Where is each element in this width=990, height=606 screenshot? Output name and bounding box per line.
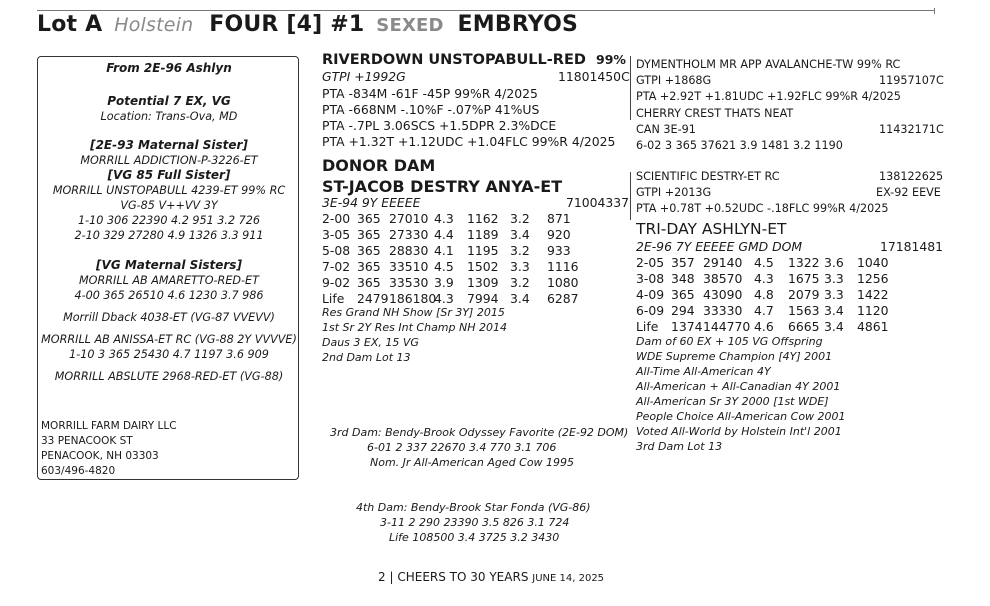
dam-record-cell: 3-05 (322, 227, 351, 242)
tri-record-cell: 4861 (857, 319, 889, 334)
tri-day-note: All-American Sr 3Y 2000 [1st WDE] (636, 395, 829, 408)
sire-pta-4: PTA +1.32T +1.12UDC +1.04FLC 99%R 4/2025 (322, 134, 616, 149)
dam-record-cell: 4.3 (434, 291, 454, 306)
full-sister-name: MORRILL UNSTOPABULL 4239-ET 99% RC (52, 184, 286, 197)
sister-2: Morrill Dback 4038-ET (VG-87 VVEVV) (63, 311, 275, 324)
dam-record-cell: 27330 (389, 227, 429, 242)
donor-dam-heading: DONOR DAM (322, 156, 436, 175)
mgs-pta: PTA +2.92T +1.81UDC +1.92FLC 99%R 4/2025 (636, 90, 901, 103)
vg-sisters-heading: [VG Maternal Sisters] (96, 258, 242, 272)
lot-title (37, 12, 578, 37)
tri-day-name: TRI-DAY ASHLYN-ET (636, 220, 787, 238)
tri-record-cell: 1675 (788, 271, 820, 286)
sister-4: MORRILL ABSLUTE 2968-RED-ET (VG-88) (54, 370, 284, 383)
dam-record-cell: 1195 (467, 243, 499, 258)
tri-record-cell: 38570 (703, 271, 743, 286)
fourth-dam-line-3: Life 108500 3.4 3725 3.2 3430 (389, 531, 560, 544)
tri-record-cell: 3.4 (824, 319, 844, 334)
ggs-pta: PTA +0.78T +0.52UDC -.18FLC 99%R 4/2025 (636, 202, 889, 215)
tri-day-note: Voted All-World by Holstein Int'l 2001 (636, 425, 842, 438)
sire-reg: 11801450C (558, 69, 630, 84)
dam-record-cell: 7994 (467, 291, 499, 306)
ggs-reg: 138122625 (879, 170, 944, 183)
dam-record-cell: 4.3 (434, 211, 454, 226)
dam-record-cell: 33510 (389, 259, 429, 274)
dam-record-cell: 33530 (389, 275, 429, 290)
dam-record-cell: 3.2 (510, 275, 530, 290)
mgs-gtpi: GTPI +1868G (636, 74, 712, 87)
maternal-sister-heading: [2E-93 Maternal Sister] (90, 138, 248, 152)
third-dam-line-3: Nom. Jr All-American Aged Cow 1995 (370, 456, 575, 469)
dam-reg: 71004337 (566, 195, 630, 210)
dam-record-cell: 3.3 (510, 259, 530, 274)
tri-record-cell: 43090 (703, 287, 743, 302)
dam-record-cell: 1189 (467, 227, 499, 242)
dam-note-3: Daus 3 EX, 15 VG (322, 336, 419, 349)
potential-line: Potential 7 EX, VG (107, 94, 231, 108)
granddam-record: 6-02 3 365 37621 3.9 1481 3.2 1190 (636, 139, 843, 152)
dam-score: 3E-94 9Y EEEEE (322, 195, 421, 210)
dam-record-cell: 920 (547, 227, 571, 242)
dam-record-cell: 28830 (389, 243, 429, 258)
full-sister-heading: [VG 85 Full Sister] (107, 168, 231, 182)
tri-record-cell: 29140 (703, 255, 743, 270)
location-line: Location: Trans-Ova, MD (100, 110, 238, 123)
tri-record-cell: 6-09 (636, 303, 665, 318)
tri-record-cell: 1256 (857, 271, 889, 286)
dam-record-cell: 3.2 (510, 211, 530, 226)
top-rule (37, 10, 935, 11)
tri-day-note: All-Time All-American 4Y (636, 365, 771, 378)
fourth-dam-line-2: 3-11 2 290 23390 3.5 826 3.1 724 (380, 516, 570, 529)
dam-record-cell: 1116 (547, 259, 579, 274)
granddam-score: CAN 3E-91 (636, 123, 696, 136)
granddam-name: CHERRY CREST THATS NEAT (636, 107, 794, 120)
tri-day-note: WDE Supreme Champion [4Y] 2001 (636, 350, 833, 363)
footer-separator: | (389, 570, 394, 584)
dam-record-cell: 365 (357, 275, 381, 290)
mgs-reg: 11957107C (879, 74, 944, 87)
tri-day-note: Dam of 60 EX + 105 VG Offspring (636, 335, 823, 348)
tri-record-cell: 3.3 (824, 271, 844, 286)
dam-record-cell: 186180 (389, 291, 437, 306)
tri-record-cell: 1374 (671, 319, 703, 334)
dam-record-cell: Life (322, 291, 345, 306)
third-dam-line-1: 3rd Dam: Bendy-Brook Odyssey Favorite (2E-92 DOM) (330, 426, 629, 439)
full-sister-record-1: 1-10 306 22390 4.2 951 3.2 726 (78, 214, 260, 227)
dam-record-cell: 4.5 (434, 259, 454, 274)
tri-record-cell: 348 (671, 271, 695, 286)
dam-record-cell: 9-02 (322, 275, 351, 290)
sister-3-record: 1-10 3 365 25430 4.7 1197 3.6 909 (69, 348, 269, 361)
ggs-name: SCIENTIFIC DESTRY-ET RC (636, 170, 780, 183)
tri-record-cell: 4.5 (754, 255, 774, 270)
ggs-gtpi: GTPI +2013G (636, 186, 712, 199)
tri-record-cell: 1322 (788, 255, 820, 270)
dam-record-cell: 5-08 (322, 243, 351, 258)
mgs-name: DYMENTHOLM MR APP AVALANCHE-TW 99% RC (636, 58, 901, 71)
fourth-dam-line-1: 4th Dam: Bendy-Brook Star Fonda (VG-86) (356, 501, 591, 514)
event-name: CHEERS TO 30 YEARS (397, 570, 529, 584)
tri-record-cell: 3.6 (824, 255, 844, 270)
tri-record-cell: 1040 (857, 255, 889, 270)
event-date: JUNE 14, 2025 (532, 573, 605, 584)
dam-note-2: 1st Sr 2Y Res Int Champ NH 2014 (322, 321, 507, 334)
dam-record-cell: 933 (547, 243, 571, 258)
dam-record-cell: 365 (357, 243, 381, 258)
tri-record-cell: 294 (671, 303, 695, 318)
tri-day-reg: 17181481 (880, 239, 944, 254)
sire-pta-3: PTA -.7PL 3.06SCS +1.5DPR 2.3%DCE (322, 118, 557, 133)
sire-rc-pct: 99% (596, 52, 626, 67)
dam-record-cell: 1309 (467, 275, 499, 290)
tri-record-cell: 1422 (857, 287, 889, 302)
page-footer (378, 570, 604, 584)
dam-record-cell: 1162 (467, 211, 499, 226)
tri-record-cell: 2079 (788, 287, 820, 302)
tri-day-score: 2E-96 7Y EEEEE GMD DOM (636, 239, 803, 254)
sister-3-name: MORRILL AB ANISSA-ET RC (VG-88 2Y VVVVE) (41, 333, 297, 346)
granddam-reg: 11432171C (879, 123, 944, 136)
third-dam-line-2: 6-01 2 337 22670 3.4 770 3.1 706 (367, 441, 557, 454)
dam-note-1: Res Grand NH Show [Sr 3Y] 2015 (322, 306, 505, 319)
tri-record-cell: 4.6 (754, 319, 774, 334)
dam-sire-bracket (630, 172, 631, 220)
tri-day-note: People Choice All-American Cow 2001 (636, 410, 846, 423)
tri-record-cell: 144770 (703, 319, 751, 334)
tri-record-cell: 3.3 (824, 287, 844, 302)
dam-record-cell: 365 (357, 227, 381, 242)
dam-record-cell: 3.4 (510, 227, 530, 242)
dam-name: ST-JACOB DESTRY ANYA-ET (322, 177, 563, 196)
tri-day-note: 3rd Dam Lot 13 (636, 440, 723, 453)
dam-record-cell: 871 (547, 211, 571, 226)
dam-record-cell: 7-02 (322, 259, 351, 274)
top-rule-end (934, 8, 935, 14)
sire-pta-2: PTA -668NM -.10%F -.07%P 41%US (322, 102, 540, 117)
tri-record-cell: 1120 (857, 303, 889, 318)
lot-label: Lot A (37, 12, 103, 37)
tri-record-cell: 4-09 (636, 287, 665, 302)
consignor-name: MORRILL FARM DAIRY LLC (41, 420, 177, 432)
dam-record-cell: 27010 (389, 211, 429, 226)
dam-record-cell: 1080 (547, 275, 579, 290)
sire-pta-1: PTA -834M -61F -45P 99%R 4/2025 (322, 86, 538, 101)
dam-record-cell: 365 (357, 259, 381, 274)
dam-record-cell: 3.2 (510, 243, 530, 258)
page-number: 2 (378, 570, 386, 584)
tri-record-cell: 1563 (788, 303, 820, 318)
sister-1-name: MORRILL AB AMARETTO-RED-ET (79, 274, 259, 287)
tri-record-cell: 357 (671, 255, 695, 270)
dam-record-cell: 4.4 (434, 227, 454, 242)
maternal-sister-name: MORRILL ADDICTION-P-3226-ET (80, 154, 258, 167)
dam-note-4: 2nd Dam Lot 13 (322, 351, 411, 364)
breed-label: Holstein (114, 14, 194, 36)
from-line: From 2E-96 Ashlyn (106, 61, 232, 75)
tri-record-cell: 4.8 (754, 287, 774, 302)
dam-record-cell: 2479 (357, 291, 389, 306)
ggs-score: EX-92 EEVE (876, 186, 941, 199)
dam-record-cell: 6287 (547, 291, 579, 306)
dam-record-cell: 365 (357, 211, 381, 226)
tri-record-cell: 4.3 (754, 271, 774, 286)
dam-record-cell: 1502 (467, 259, 499, 274)
embryo-count: FOUR [4] #1 (209, 12, 365, 37)
tri-record-cell: 33330 (703, 303, 743, 318)
sister-1-record: 4-00 365 26510 4.6 1230 3.7 986 (74, 289, 264, 302)
full-sister-score: VG-85 V++VV 3Y (120, 199, 218, 212)
full-sister-record-2: 2-10 329 27280 4.9 1326 3.3 911 (74, 229, 264, 242)
sire-name (322, 52, 626, 68)
embryos-label: EMBRYOS (457, 12, 579, 37)
tri-record-cell: Life (636, 319, 659, 334)
dam-record-cell: 3.9 (434, 275, 454, 290)
tri-record-cell: 3.4 (824, 303, 844, 318)
consignor-phone: 603/496-4820 (41, 465, 116, 477)
sire-gtpi: GTPI +1992G (322, 69, 406, 84)
tri-record-cell: 4.7 (754, 303, 774, 318)
tri-record-cell: 3-08 (636, 271, 665, 286)
tri-day-note: All-American + All-Canadian 4Y 2001 (636, 380, 841, 393)
sire-bracket (630, 56, 631, 120)
dam-record-cell: 4.1 (434, 243, 454, 258)
tri-record-cell: 365 (671, 287, 695, 302)
lot-info-box (37, 56, 299, 480)
sire-name-text: RIVERDOWN UNSTOPABULL-RED (322, 52, 586, 68)
tri-record-cell: 2-05 (636, 255, 665, 270)
dam-record-cell: 3.4 (510, 291, 530, 306)
consignor-city: PENACOOK, NH 03303 (41, 450, 159, 462)
consignor-street: 33 PENACOOK ST (41, 435, 133, 447)
sexed-label: SEXED (376, 15, 444, 36)
dam-record-cell: 2-00 (322, 211, 351, 226)
tri-record-cell: 6665 (788, 319, 820, 334)
